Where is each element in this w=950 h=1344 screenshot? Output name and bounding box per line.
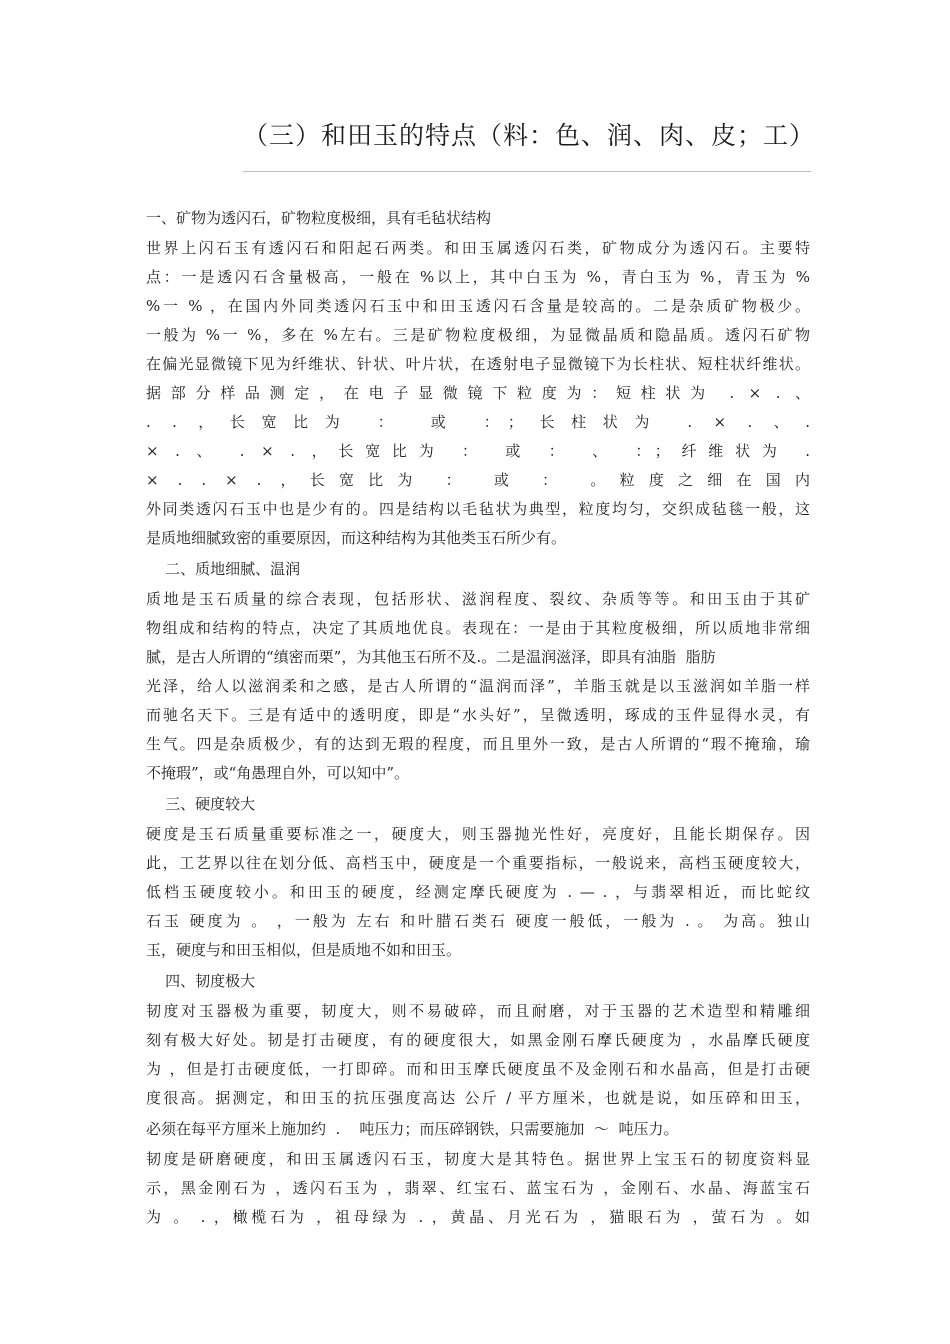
title-divider (243, 171, 811, 172)
text-line: 为 ，但是打击硬度低，一打即碎。而和田玉摩氏硬度虽不及金刚石和水晶高，但是打击硬 (146, 1060, 810, 1078)
text-line: 韧度对玉器极为重要，韧度大，则不易破碎，而且耐磨，对于玉器的艺术造型和精雕细 (146, 1002, 810, 1020)
text-line: 二、质地细腻、温润 (146, 560, 301, 578)
text-line: 此，工艺界以往在划分低、高档玉中，硬度是一个重要指标，一般说来，高档玉硬度较大， (146, 854, 810, 872)
text-line: 四、韧度极大 (146, 972, 256, 990)
text-line: 光泽，给人以滋润柔和之感，是古人所谓的“温润而泽”，羊脂玉就是以玉滋润如羊脂一样 (146, 677, 810, 695)
page-title: （三）和田玉的特点（料：色、润、肉、皮；工） (243, 121, 816, 150)
text-line: 石玉 硬度为 。 ，一般为 左右 和叶腊石类石 硬度一般低，一般为 . 。 为高。独山 (146, 912, 810, 930)
text-line: 一、矿物为透闪石，矿物粒度极细，具有毛毡状结构 (146, 209, 492, 227)
text-line: 度很高。据测定，和田玉的抗压强度高达 公斤 / 平方厘米，也就是说，如压碎和田玉， (146, 1089, 810, 1107)
text-line: 必须在每平方厘米上施加约 . 吨压力；而压碎钢铁，只需要施加 ～ 吨压力。 (146, 1120, 679, 1138)
text-line: 点：一是透闪石含量极高，一般在 %以上，其中白玉为 %，青白玉为 %，青玉为 % (146, 268, 810, 286)
text-line: 硬度是玉石质量重要标准之一，硬度大，则玉器抛光性好，亮度好，且能长期保存。因 (146, 825, 810, 843)
text-line: 外同类透闪石玉中也是少有的。四是结构以毛毡状为典型，粒度均匀，交织成毡毯一般，这 (146, 500, 810, 518)
text-line: 质地是玉石质量的综合表现，包括形状、滋润程度、裂纹、杂质等等。和田玉由于其矿 (146, 590, 810, 608)
text-line: × . 、 . × . ，长宽比为 ： 或 ： 、 ：；纤维状为 . (146, 442, 810, 460)
body-text (146, 202, 810, 1232)
text-line: %一 % ，在国内外同类透闪石玉中和田玉透闪石含量是较高的。二是杂质矿物极少。 (146, 297, 810, 315)
text-line: 为 。 . ，橄榄石为 ，祖母绿为 . ，黄晶、月光石为 ，猫眼石为 ，萤石为 。如 (146, 1208, 810, 1226)
text-line: 玉，硬度与和田玉相似，但是质地不如和田玉。 (146, 941, 462, 959)
text-line: 是质地细腻致密的重要原因，而这种结构为其他类玉石所少有。 (146, 529, 567, 547)
text-line: 腻，是古人所谓的“缜密而栗”，为其他玉石所不及.。二是温润滋泽，即具有油脂 脂肪 (146, 648, 716, 666)
text-line: 不掩瑕”，或“角愚理自外，可以知中”。 (146, 764, 410, 782)
text-line: 示，黑金刚石为 ，透闪石玉为 ，翡翠、红宝石、蓝宝石为 ，金刚石、水晶、海蓝宝石 (146, 1179, 810, 1197)
text-line: 一般为 %一 %，多在 %左右。三是矿物粒度极细，为显微晶质和隐晶质。透闪石矿物 (146, 326, 810, 344)
text-line: 而驰名天下。三是有适中的透明度，即是“水头好”，呈微透明，琢成的玉件显得水灵，有 (146, 706, 810, 724)
text-line: 刻有极大好处。韧是打击硬度，有的硬度很大，如黑金刚石摩氏硬度为 ，水晶摩氏硬度 (146, 1031, 810, 1049)
text-line: 据部分样品测定，在电子显微镜下粒度为：短柱状为 . × . 、 (146, 384, 810, 402)
text-line: 低档玉硬度较小。和田玉的硬度，经测定摩氏硬度为 . — . ，与翡翠相近，而比蛇纹 (146, 883, 810, 901)
text-line: 三、硬度较大 (146, 795, 256, 813)
text-line: 物组成和结构的特点，决定了其质地优良。表现在：一是由于其粒度极细，所以质地非常细 (146, 619, 810, 637)
text-line: 世界上闪石玉有透闪石和阳起石两类。和田玉属透闪石类，矿物成分为透闪石。主要特 (146, 239, 810, 257)
text-line: 在偏光显微镜下见为纤维状、针状、叶片状，在透射电子显微镜下为长柱状、短柱状纤维状。 (146, 355, 810, 373)
text-line: . . ，长宽比为 ： 或 ：；长柱状为 . × . 、. (146, 413, 810, 431)
text-line: × . . × . ，长宽比为 ： 或 ： 。粒度之细在国内 (146, 471, 810, 489)
text-line: 生气。四是杂质极少，有的达到无瑕的程度，而且里外一致，是古人所谓的“瑕不掩瑜，瑜 (146, 735, 810, 753)
text-line: 韧度是研磨硬度，和田玉属透闪石玉，韧度大是其特色。据世界上宝玉石的韧度资料显 (146, 1150, 810, 1168)
